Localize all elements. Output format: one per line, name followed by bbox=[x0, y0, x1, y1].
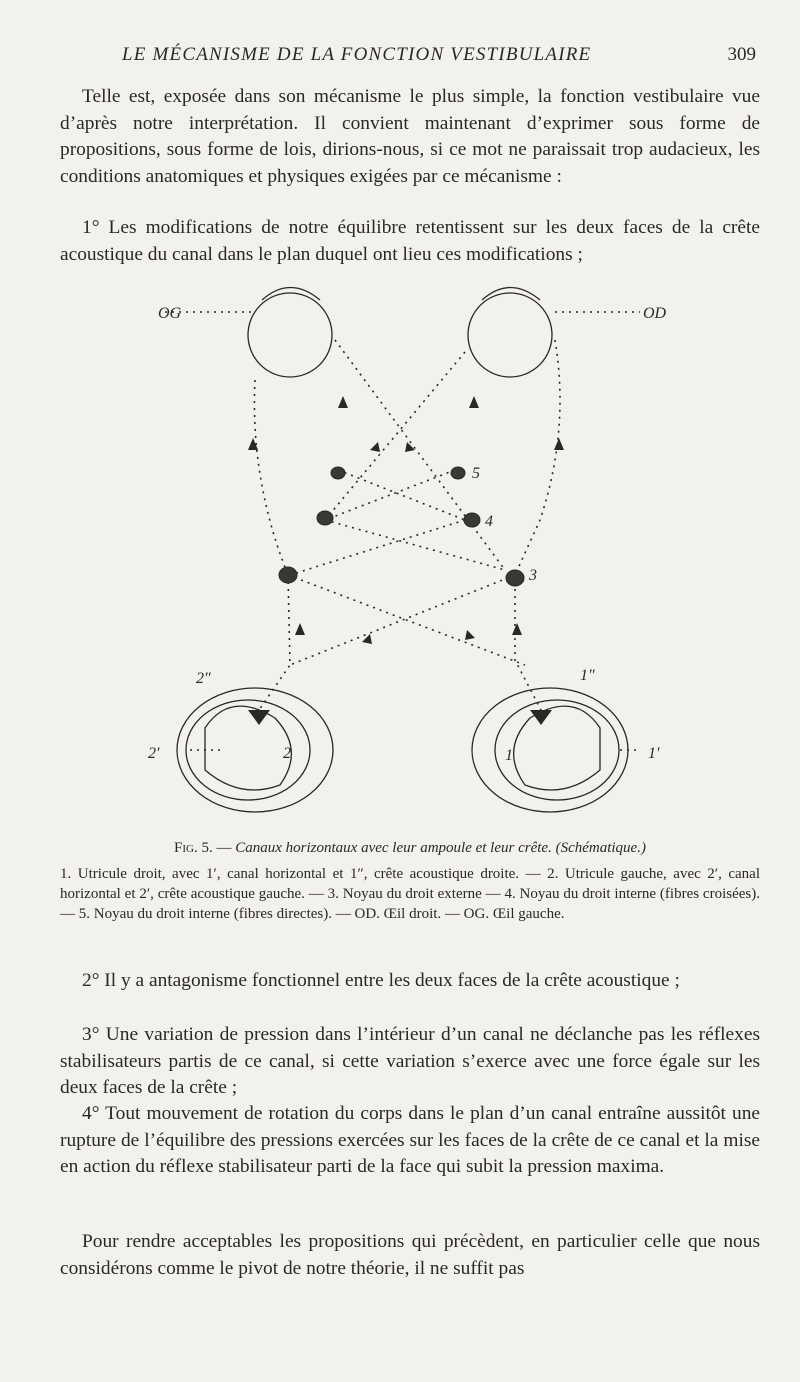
label-4: 4 bbox=[485, 513, 493, 530]
label-2-prime: 2′ bbox=[148, 745, 160, 762]
paragraph-conclusion: Pour rendre acceptables les propositions qui précèdent, en particulier celle que nous considérons comme le pivot de notre théorie, il ne suffit pas bbox=[60, 1231, 760, 1279]
label-1: 1 bbox=[505, 747, 513, 764]
right-eye-circle bbox=[468, 293, 552, 377]
label-1-prime: 1′ bbox=[648, 745, 660, 762]
page-number: 309 bbox=[727, 44, 756, 65]
nucleus-3-left bbox=[279, 567, 297, 583]
paragraph-intro: Telle est, exposée dans son mécanisme le plus simple, la fonction vestibulaire vue d’après notre interprétation. Il convient maintenant d’exprimer sous forme de propositions, sous forme de lois, dirions-nous, si ce mot ne paraissait trop audacieux, les conditions anatomiques et physiques exigées par ce mécanisme : bbox=[60, 86, 760, 187]
running-header bbox=[80, 44, 760, 72]
left-eye-circle bbox=[248, 293, 332, 377]
figure-label: Fig. 5. bbox=[174, 840, 213, 856]
caption-note: (Schématique.) bbox=[555, 840, 646, 856]
label-2-second: 2″ bbox=[196, 670, 211, 687]
nucleus-5-left bbox=[331, 467, 345, 479]
caption-title-text: Canaux horizontaux avec leur ampoule et leur crête. bbox=[235, 840, 552, 856]
left-canal-inner bbox=[205, 706, 291, 790]
paragraph-proposition-1: 1° Les modifications de notre équilibre retentissent sur les deux faces de la crête acoustique du canal dans le plan duquel ont lieu ces modifications ; bbox=[60, 217, 760, 265]
figure-caption-body: 1. Utricule droit, avec 1′, canal horizontal et 1″, crête acoustique droite. — 2. Utricule gauche, avec 2′, canal horizontal et 2′, crête acoustique gauche. — 3. Noyau du droit externe — 4. Noyau du droit interne (fibres croisées). — 5. Noyau du droit interne (fibres directes). — OD. Œil droit. — OG. Œil gauche. bbox=[60, 866, 760, 922]
figure-schematic bbox=[130, 280, 670, 820]
label-og: OG bbox=[158, 305, 182, 322]
paragraph-proposition-2: 2° Il y a antagonisme fonctionnel entre les deux faces de la crête acoustique ; bbox=[82, 970, 680, 991]
nucleus-3-right bbox=[506, 570, 524, 586]
label-od: OD bbox=[643, 305, 667, 322]
label-1-second: 1″ bbox=[580, 667, 595, 684]
right-crest bbox=[530, 710, 552, 725]
nucleus-4-left bbox=[317, 511, 333, 525]
caption-dash: — bbox=[216, 840, 232, 856]
paragraph-proposition-4: 4° Tout mouvement de rotation du corps dans le plan d’un canal entraîne aussitôt une rupture de l’équilibre des pressions exercées sur les faces de la crête de ce canal et la mise en action du réflexe stabilisateur parti de la face qui subit la pression maxima. bbox=[60, 1103, 760, 1177]
paragraph-proposition-3: 3° Une variation de pression dans l’intérieur d’un canal ne déclanche pas les réflexes stabilisateurs partis de ce canal, si cette variation s’exerce avec une force égale sur les deux faces de la crête ; bbox=[60, 1024, 760, 1098]
label-3: 3 bbox=[529, 567, 537, 584]
figure-caption-title bbox=[60, 840, 760, 857]
nucleus-5-right bbox=[451, 467, 465, 479]
running-title: LE MÉCANISME DE LA FONCTION VESTIBULAIRE bbox=[122, 44, 592, 65]
label-5: 5 bbox=[472, 465, 480, 482]
right-canal-inner bbox=[514, 706, 600, 790]
nucleus-4-right bbox=[464, 513, 480, 527]
label-2: 2 bbox=[283, 745, 291, 762]
left-crest bbox=[248, 710, 270, 725]
